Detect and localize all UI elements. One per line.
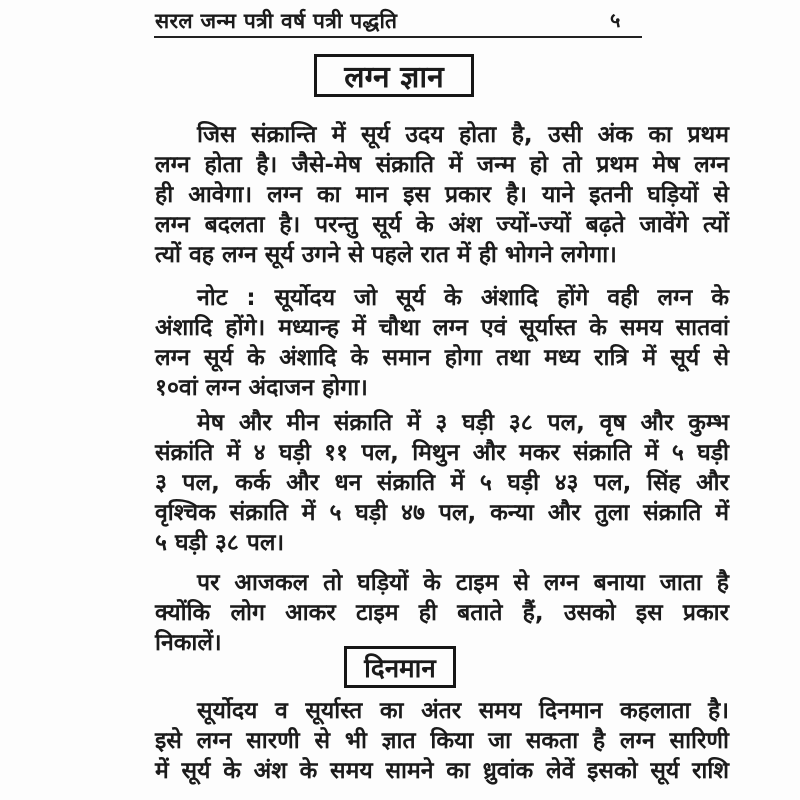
text-line: क्योंकि लोग आकर टाइम ही बताते हैं, उसको इस प्रकार <box>155 600 729 626</box>
heading-box-lagna-gyan <box>314 54 474 97</box>
text-line: में सूर्य के अंश के समय सामने का ध्रुवांक लेवें इसको सूर्य राशि <box>155 758 729 784</box>
text-line: ही आवेगा। लग्न का मान इस प्रकार है। याने इतनी घड़ियों से <box>155 182 729 208</box>
heading-box-dinman <box>344 646 456 688</box>
paragraph <box>155 408 729 558</box>
running-title: सरल जन्म पत्री वर्ष पत्री पद्धति <box>155 9 398 33</box>
page-number: ५ <box>610 8 621 32</box>
text-line: ५ घड़ी ३८ पल। <box>155 530 285 556</box>
text-line: ३ पल, कर्क और धन संक्राति में ५ घड़ी ४३ पल, सिंह और <box>155 470 729 496</box>
text-line: १०वां लग्न अंदाजन होगा। <box>155 375 368 401</box>
text-line: जिस संक्रान्ति में सूर्य उदय होता है, उसी अंक का प्रथम <box>197 122 729 148</box>
text-line: त्यों वह लग्न सूर्य उगने से पहले रात में ही भोगने लगेगा। <box>155 242 617 268</box>
text-line: संक्रांति में ४ घड़ी ११ पल, मिथुन और मकर संक्राति में ५ घड़ी <box>155 440 729 466</box>
text-line: इसे लग्न सारणी से भी ज्ञात किया जा सकता है लग्न सारिणी <box>155 728 729 754</box>
text-line: लग्न सूर्य के अंशादि के समान होगा तथा मध्य रात्रि में सूर्य से <box>155 345 729 371</box>
text-line: वृश्चिक संक्राति में ५ घड़ी ४७ पल, कन्या और तुला संक्राति में <box>155 500 729 526</box>
paragraph <box>155 120 729 270</box>
text-line: पर आजकल तो घड़ियों के टाइम से लग्न बनाया जाता है <box>197 570 729 596</box>
text-line: निकालें। <box>155 630 222 656</box>
text-line: अंशादि होंगे। मध्यान्ह में चौथा लग्न एवं सूर्यास्त के समय सातवां <box>155 315 729 341</box>
text-line: लग्न होता है। जैसे-मेष संक्राति में जन्म हो तो प्रथम मेष लग्न <box>155 152 729 178</box>
text-line: मेष और मीन संक्राति में ३ घड़ी ३८ पल, वृष और कुम्भ <box>197 410 729 436</box>
section-heading: लग्न ज्ञान <box>344 60 444 95</box>
text-line: सूर्योदय व सूर्यास्त का अंतर समय दिनमान कहलाता है। <box>197 698 729 724</box>
paragraph <box>155 283 729 403</box>
paragraph <box>155 696 729 786</box>
paragraph <box>155 568 729 658</box>
text-line: नोट : सूर्योदय जो सूर्य के अंशादि होंगे वही लग्न के <box>197 285 729 311</box>
header-rule <box>154 36 642 38</box>
section-heading: दिनमान <box>364 654 436 684</box>
text-line: लग्न बदलता है। परन्तु सूर्य के अंश ज्यों-ज्यों बढ़ते जावेंगे त्यों <box>155 212 729 238</box>
